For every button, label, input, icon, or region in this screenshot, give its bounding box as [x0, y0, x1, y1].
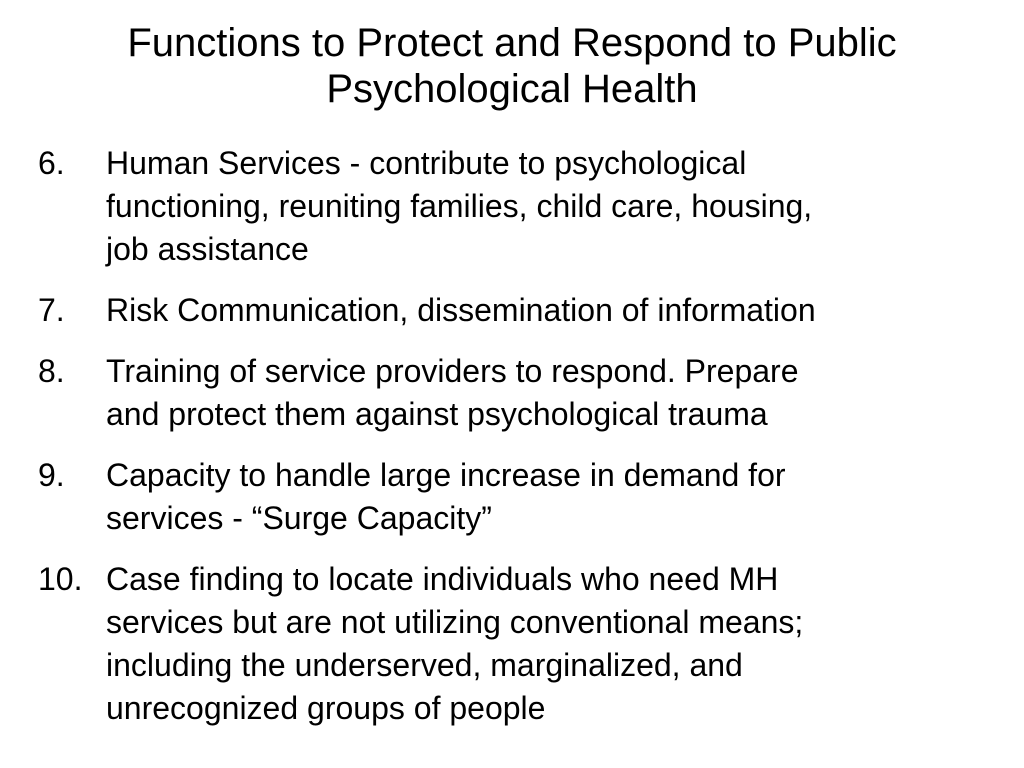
list-item — [38, 142, 1008, 271]
list-item — [38, 289, 1008, 332]
item-number: 7. — [38, 292, 65, 328]
title-line: Functions to Protect and Respond to Public — [127, 21, 897, 65]
item-text-line: Human Services - contribute to psychological — [106, 145, 747, 181]
list-item — [38, 350, 1008, 436]
item-text-line: Risk Communication, dissemination of information — [106, 292, 816, 328]
item-text-line: services but are not utilizing conventional means; — [106, 604, 804, 640]
item-text-line: Training of service providers to respond. Prepare — [106, 353, 799, 389]
item-text-line: unrecognized groups of people — [106, 690, 546, 726]
item-text-line: Case finding to locate individuals who need MH — [106, 561, 779, 597]
item-text-line: functioning, reuniting families, child care, housing, — [106, 188, 813, 224]
item-text-line: services - “Surge Capacity” — [106, 500, 492, 536]
slide-title — [40, 20, 984, 112]
item-number: 10. — [38, 561, 83, 597]
item-number: 6. — [38, 145, 65, 181]
item-text-line: Capacity to handle large increase in demand for — [106, 457, 786, 493]
item-number: 8. — [38, 353, 65, 389]
item-number: 9. — [38, 457, 65, 493]
list-item — [38, 454, 1008, 540]
list-item — [38, 558, 1008, 730]
title-line: Psychological Health — [326, 67, 698, 111]
item-text-line: including the underserved, marginalized, and — [106, 647, 743, 683]
item-text-line: job assistance — [106, 231, 309, 267]
item-text-line: and protect them against psychological trauma — [106, 396, 768, 432]
numbered-list — [38, 142, 1008, 730]
